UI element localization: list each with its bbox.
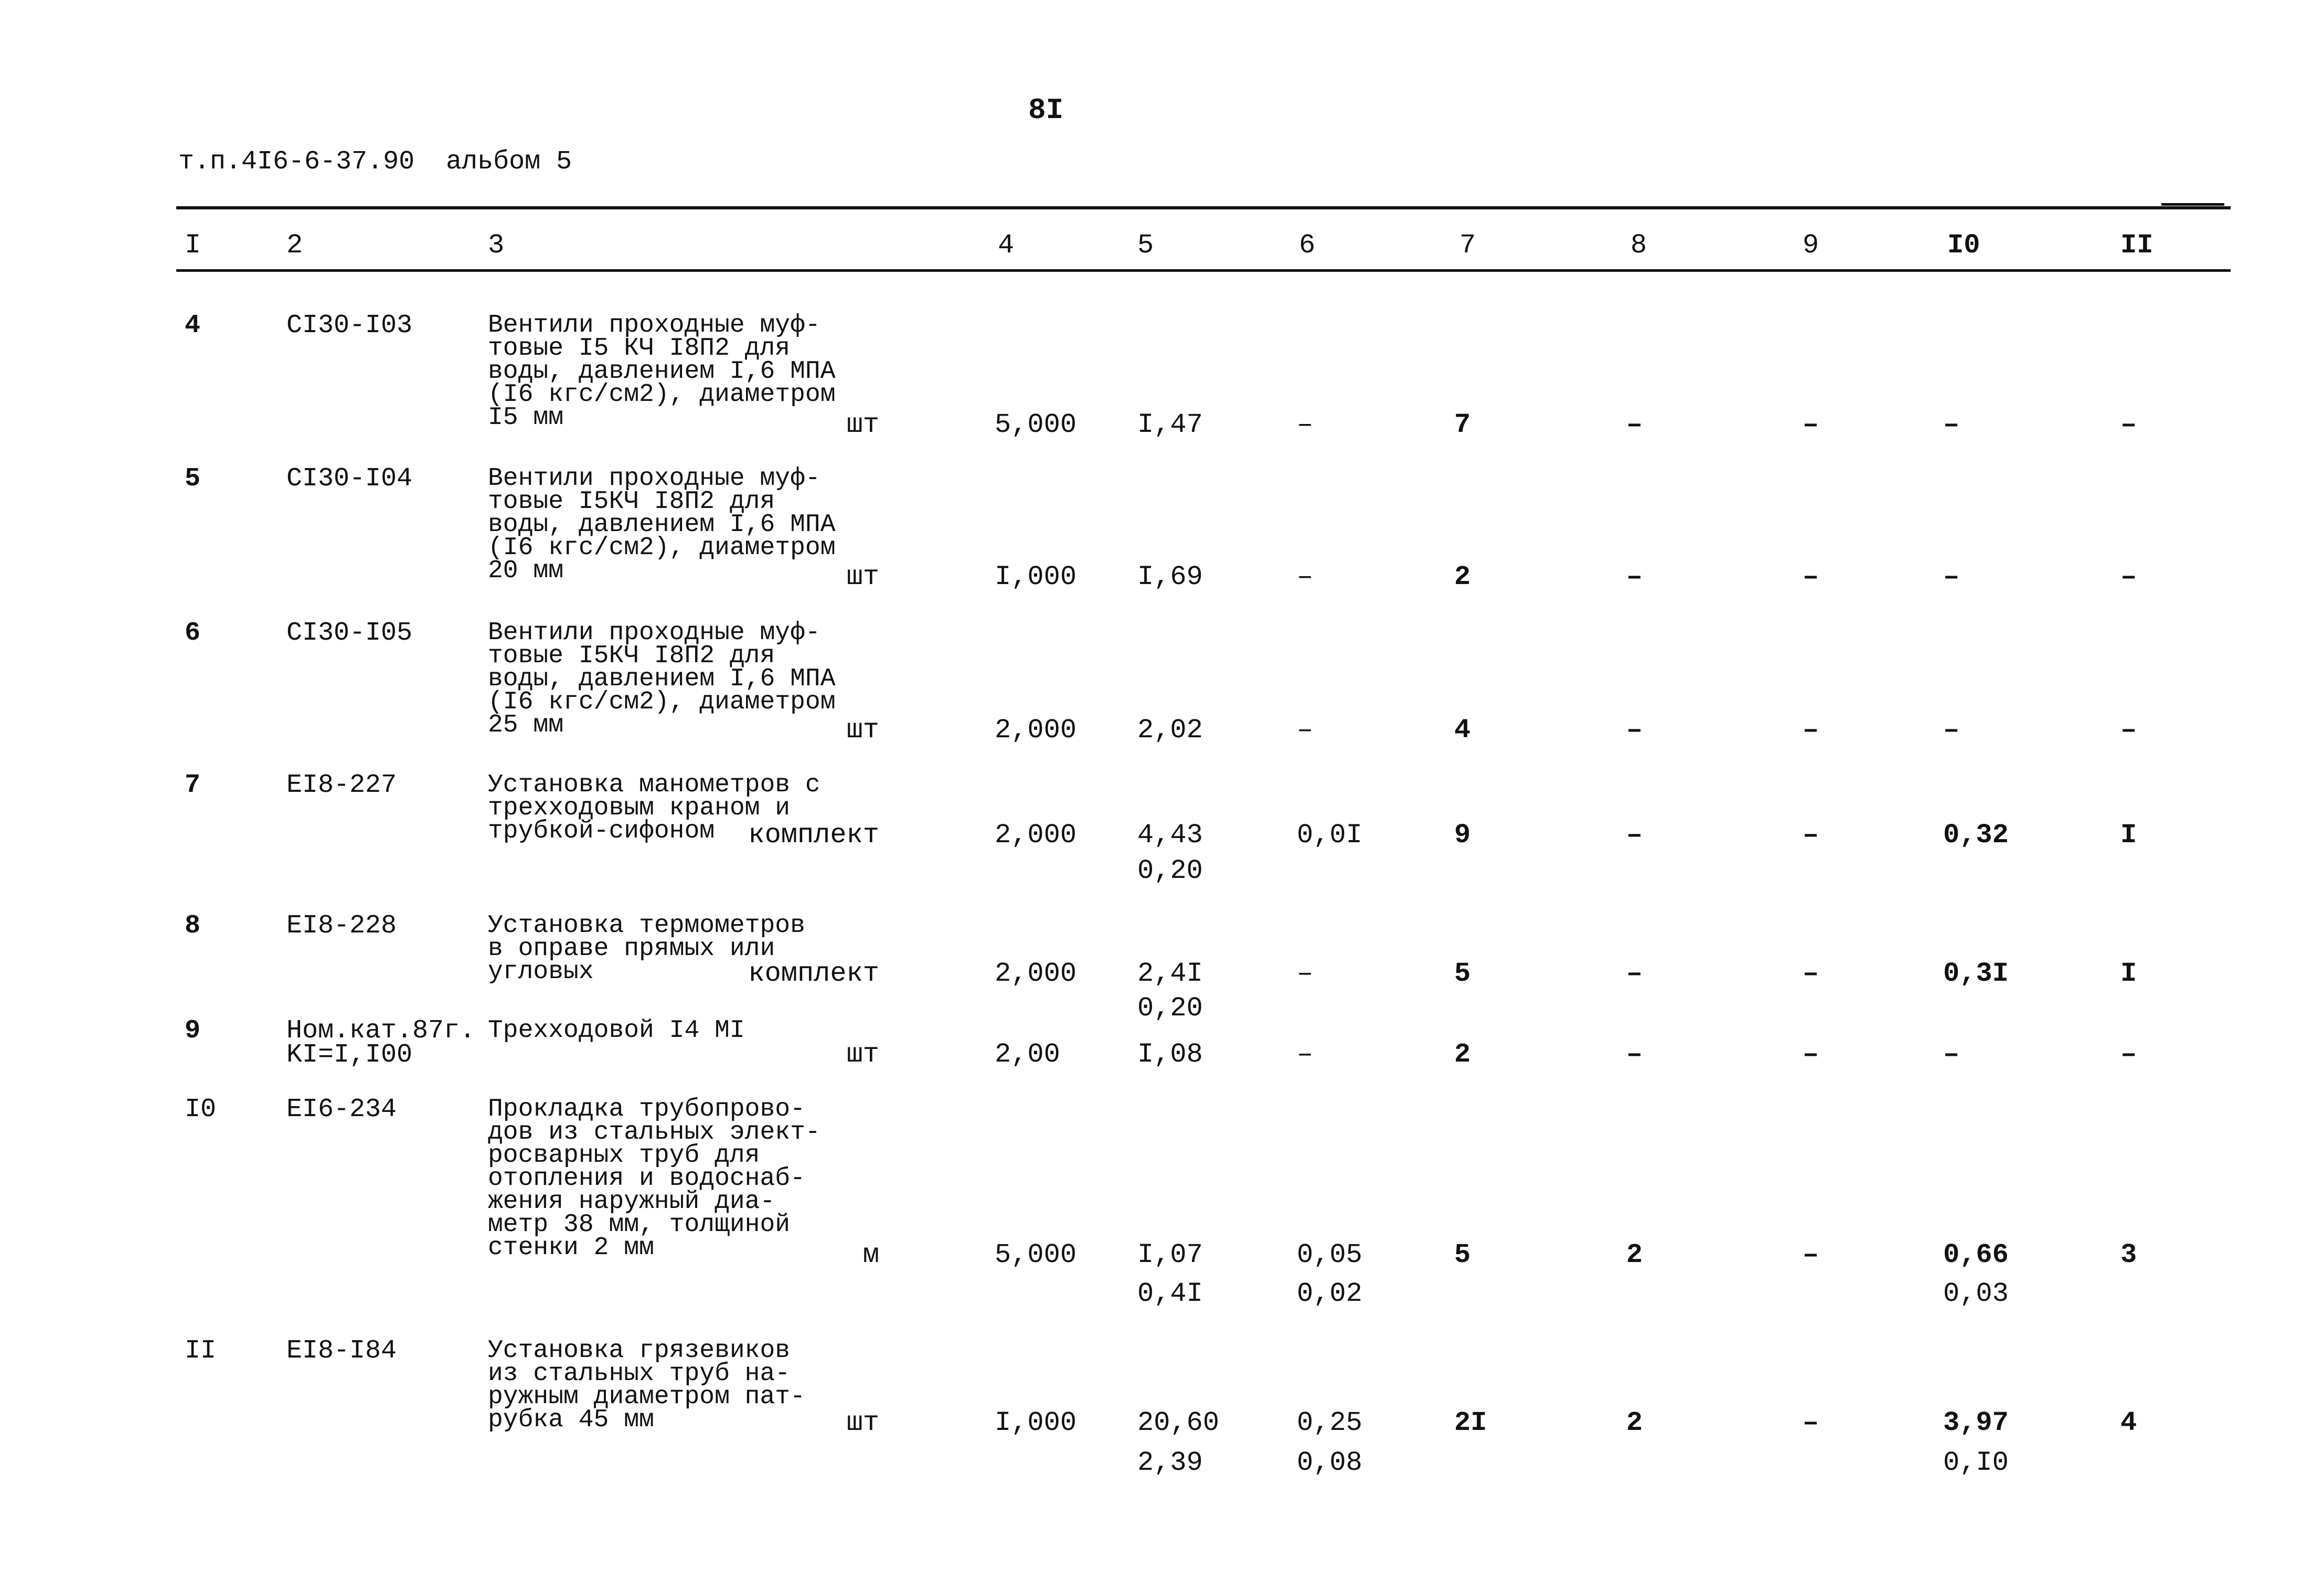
column-11-value: – bbox=[2120, 715, 2137, 746]
column-11-value: I bbox=[2120, 958, 2137, 989]
column-10-secondary-value: 0,I0 bbox=[1943, 1447, 2009, 1478]
column-5-secondary-value: 0,4I bbox=[1137, 1278, 1203, 1309]
document-reference: т.п.4I6-6-37.90 альбом 5 bbox=[178, 147, 572, 177]
column-10-value: – bbox=[1943, 409, 1960, 440]
quantity: 5,000 bbox=[995, 1239, 1077, 1270]
estimate-code: Ном.кат.87г. KI=I,I00 bbox=[286, 1016, 476, 1070]
column-6-value: 0,0I bbox=[1297, 820, 1362, 851]
column-header-2: 2 bbox=[286, 230, 303, 261]
column-header-5: 5 bbox=[1137, 230, 1154, 261]
column-10-value: 0,32 bbox=[1943, 820, 2009, 851]
unit-of-measure: шт bbox=[846, 1039, 879, 1070]
quantity: 2,000 bbox=[995, 820, 1077, 851]
quantity: I,000 bbox=[995, 561, 1077, 592]
column-5-value: I,08 bbox=[1137, 1039, 1203, 1070]
column-5-value: 2,02 bbox=[1137, 715, 1203, 746]
estimate-code: CI30-I05 bbox=[286, 618, 413, 648]
unit-of-measure: шт bbox=[846, 1407, 879, 1438]
column-10-secondary-value: 0,03 bbox=[1943, 1278, 2009, 1309]
column-7-value: 2I bbox=[1454, 1407, 1487, 1438]
work-description: Трехходовой I4 MI bbox=[488, 1016, 745, 1045]
column-10-value: – bbox=[1943, 561, 1960, 592]
column-8-value: – bbox=[1626, 820, 1643, 851]
work-description: Вентили проходные муф- товые I5КЧ I8П2 для воды, давлением I,6 МПА (I6 кгс/см2), диаметром 20 мм bbox=[488, 464, 836, 585]
column-header-6: 6 bbox=[1299, 230, 1316, 261]
column-header-3: 3 bbox=[488, 230, 505, 261]
estimate-code: CI30-I04 bbox=[286, 464, 413, 494]
column-10-value: 0,3I bbox=[1943, 958, 2009, 989]
column-11-value: – bbox=[2120, 409, 2137, 440]
column-5-value: I,07 bbox=[1137, 1239, 1203, 1270]
row-number: 7 bbox=[185, 770, 201, 800]
unit-of-measure: комплект bbox=[748, 820, 879, 851]
column-header-4: 4 bbox=[998, 230, 1015, 261]
column-5-secondary-value: 0,20 bbox=[1137, 855, 1203, 886]
column-6-value: – bbox=[1297, 715, 1314, 746]
row-number: 8 bbox=[185, 911, 201, 941]
row-number: 9 bbox=[185, 1016, 201, 1046]
column-11-value: – bbox=[2120, 1039, 2137, 1070]
page-number: 8I bbox=[1028, 93, 1064, 127]
estimate-code: CI30-I03 bbox=[286, 311, 413, 341]
column-8-value: 2 bbox=[1626, 1407, 1643, 1438]
column-6-value: – bbox=[1297, 409, 1314, 440]
estimate-code: EI8-227 bbox=[286, 770, 397, 800]
column-7-value: 2 bbox=[1454, 561, 1471, 592]
column-6-value: 0,25 bbox=[1297, 1407, 1362, 1438]
column-6-value: – bbox=[1297, 561, 1314, 592]
work-description: Вентили проходные муф- товые I5КЧ I8П2 для воды, давлением I,6 МПА (I6 кгс/см2), диаметром 25 мм bbox=[488, 619, 836, 739]
row-number: 4 bbox=[185, 311, 201, 341]
row-number: 5 bbox=[185, 464, 201, 494]
column-5-value: 20,60 bbox=[1137, 1407, 1220, 1438]
column-9-value: – bbox=[1803, 1407, 1819, 1438]
column-6-value: 0,05 bbox=[1297, 1239, 1362, 1270]
column-header-1: I bbox=[185, 230, 201, 261]
quantity: 2,000 bbox=[995, 715, 1077, 746]
column-8-value: – bbox=[1626, 1039, 1643, 1070]
unit-of-measure: комплект bbox=[748, 958, 879, 989]
column-11-value: – bbox=[2120, 561, 2137, 592]
row-number: II bbox=[185, 1336, 217, 1366]
column-5-secondary-value: 2,39 bbox=[1137, 1447, 1203, 1478]
column-9-value: – bbox=[1803, 409, 1819, 440]
work-description: Установка термометров в оправе прямых или угловых bbox=[488, 911, 805, 986]
column-8-value: – bbox=[1626, 715, 1643, 746]
column-10-value: – bbox=[1943, 715, 1960, 746]
column-10-value: – bbox=[1943, 1039, 1960, 1070]
top-rule-mark bbox=[2161, 203, 2224, 206]
quantity: 2,00 bbox=[995, 1039, 1060, 1070]
quantity: I,000 bbox=[995, 1407, 1077, 1438]
column-8-value: 2 bbox=[1626, 1239, 1643, 1270]
column-5-value: 4,43 bbox=[1137, 820, 1203, 851]
column-8-value: – bbox=[1626, 409, 1643, 440]
column-header-8: 8 bbox=[1630, 230, 1647, 261]
column-7-value: 2 bbox=[1454, 1039, 1471, 1070]
column-11-value: I bbox=[2120, 820, 2137, 851]
column-header-11: II bbox=[2120, 230, 2154, 261]
column-9-value: – bbox=[1803, 1239, 1819, 1270]
column-10-value: 3,97 bbox=[1943, 1407, 2009, 1438]
column-header-7: 7 bbox=[1459, 230, 1476, 261]
unit-of-measure: шт bbox=[846, 409, 879, 440]
column-6-secondary-value: 0,08 bbox=[1297, 1447, 1362, 1478]
column-7-value: 7 bbox=[1454, 409, 1471, 440]
column-5-value: I,47 bbox=[1137, 409, 1203, 440]
column-6-value: – bbox=[1297, 1039, 1314, 1070]
column-9-value: – bbox=[1803, 958, 1819, 989]
top-rule bbox=[176, 206, 2231, 209]
work-description: Установка грязевиков из стальных труб на- ружным диаметром пат- рубка 45 мм bbox=[488, 1337, 805, 1434]
work-description: Прокладка трубопрово- дов из стальных элект- росварных труб для отопления и водоснаб- жения наружный диа- метр 38 мм, толщиной стенки 2 мм bbox=[488, 1095, 820, 1262]
column-8-value: – bbox=[1626, 561, 1643, 592]
column-9-value: – bbox=[1803, 561, 1819, 592]
estimate-code: EI8-228 bbox=[286, 911, 397, 941]
estimate-code: EI8-I84 bbox=[286, 1336, 397, 1366]
column-5-value: I,69 bbox=[1137, 561, 1203, 592]
column-7-value: 5 bbox=[1454, 958, 1471, 989]
column-header-9: 9 bbox=[1803, 230, 1819, 261]
unit-of-measure: шт bbox=[846, 715, 879, 746]
unit-of-measure: м bbox=[862, 1239, 879, 1270]
estimate-code: EI6-234 bbox=[286, 1095, 397, 1125]
column-11-value: 3 bbox=[2120, 1239, 2137, 1270]
column-9-value: – bbox=[1803, 715, 1819, 746]
work-description: Установка манометров с трехходовым краном и трубкой-сифоном bbox=[488, 771, 820, 845]
column-8-value: – bbox=[1626, 958, 1643, 989]
column-7-value: 9 bbox=[1454, 820, 1471, 851]
column-header-10: I0 bbox=[1947, 230, 1980, 261]
column-5-value: 2,4I bbox=[1137, 958, 1203, 989]
header-rule bbox=[176, 269, 2231, 272]
column-9-value: – bbox=[1803, 1039, 1819, 1070]
column-6-value: – bbox=[1297, 958, 1314, 989]
column-6-secondary-value: 0,02 bbox=[1297, 1278, 1362, 1309]
column-11-value: 4 bbox=[2120, 1407, 2137, 1438]
unit-of-measure: шт bbox=[846, 561, 879, 592]
row-number: I0 bbox=[185, 1095, 217, 1125]
quantity: 2,000 bbox=[995, 958, 1077, 989]
work-description: Вентили проходные муф- товые I5 КЧ I8П2 для воды, давлением I,6 МПА (I6 кгс/см2), диаметром I5 мм bbox=[488, 311, 836, 432]
column-5-secondary-value: 0,20 bbox=[1137, 993, 1203, 1024]
column-9-value: – bbox=[1803, 820, 1819, 851]
column-7-value: 5 bbox=[1454, 1239, 1471, 1270]
quantity: 5,000 bbox=[995, 409, 1077, 440]
column-7-value: 4 bbox=[1454, 715, 1471, 746]
column-10-value: 0,66 bbox=[1943, 1239, 2009, 1270]
row-number: 6 bbox=[185, 618, 201, 648]
